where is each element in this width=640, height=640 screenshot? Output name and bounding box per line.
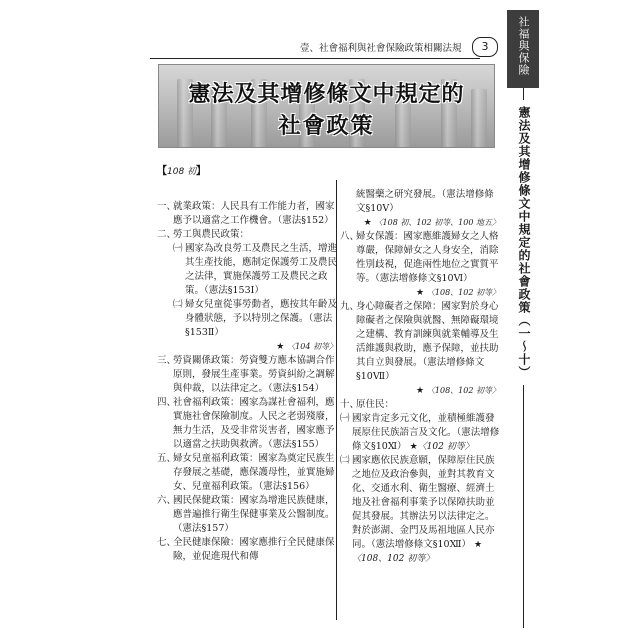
item-text: 婦女保護：國家應維護婦女之人格尊嚴，保障婦女之人身安全，消除性別歧視，促進兩性地位之實質平等。（憲法增修條文§10Ⅵ） xyxy=(356,231,499,284)
banner-title-line2: 社會政策 xyxy=(278,113,375,139)
item-text: 就業政策：人民具有工作能力者，國家應予以適當之工作機會。（憲法§152） xyxy=(173,201,335,226)
exam-reference xyxy=(340,286,500,300)
item-number: 九、 xyxy=(340,301,360,312)
sub-item-text: 婦女兒童從事勞動者，應按其年齡及身體狀態，予以特別之保護。（憲法§153Ⅱ） xyxy=(185,299,338,338)
side-section-label: 憲法及其增修條文中規定的社會政策（一～十） xyxy=(510,100,538,385)
list-item xyxy=(157,354,337,396)
sub-item xyxy=(173,298,337,340)
item-text: 勞資關係政策：勞資雙方應本協調合作原則，發展生產事業。勞資糾紛之調解與仲裁，以法律定之。（憲法§154） xyxy=(173,355,335,394)
section-tab xyxy=(507,10,539,88)
item-text: 身心障礙者之保障：國家對於身心障礙者之保險與就醫、無障礙環境之建構、教育訓練與就業輔導及生活維護與救助，應予保障，並扶助其自立與發展。（憲法增修條文§10Ⅶ） xyxy=(356,301,499,382)
inline-reference xyxy=(410,442,474,452)
list-item xyxy=(340,300,500,384)
sub-item-text: 國家為改良勞工及農民之生活，增進其生產技能，應制定保護勞工及農民之法律，實施保護勞工及農民之政策。（憲法§153Ⅰ） xyxy=(185,243,338,296)
sub-item-text: 國家肯定多元文化，並積極維護發展原住民族語言及文化。（憲法增修條文§10Ⅺ） xyxy=(352,413,500,452)
list-item xyxy=(157,452,337,494)
sub-item xyxy=(173,242,337,298)
reference-text: 〈104 初等〉 xyxy=(287,342,337,351)
sub-item-number: ㈡ xyxy=(173,299,183,310)
exam-reference xyxy=(157,340,337,354)
item-text: 原住民： xyxy=(356,399,395,410)
list-item xyxy=(340,230,500,286)
item-number: 八、 xyxy=(340,231,360,242)
reference-text: 〈108 初、102 初等、100 地五〉 xyxy=(374,218,500,227)
list-item-continued xyxy=(340,188,500,216)
sub-item-number: ㈠ xyxy=(173,243,183,254)
list-item-sub-group xyxy=(157,242,337,340)
item-text: 勞工與農民政策： xyxy=(173,229,250,240)
item-text: 婦女兒童福利政策：國家為奠定民族生存發展之基礎，應保護母性，並實施婦女、兒童福利政策。（憲法§156） xyxy=(173,453,335,492)
list-item xyxy=(157,396,337,452)
item-text: 國民保健政策：國家為增進民族健康，應普遍推行衛生保健事業及公醫制度。（憲法§157） xyxy=(173,495,335,534)
left-column xyxy=(157,200,337,564)
reference-text: 〈108、102 初等〉 xyxy=(426,386,500,395)
exam-reference xyxy=(340,384,500,398)
star-icon: ★ xyxy=(363,218,372,228)
exam-reference xyxy=(340,216,500,230)
item-text: 社會福利政策：國家為謀社會福利，應實施社會保險制度。人民之老弱殘廢，無力生活，及受非常災害者，國家應予以適當之扶助與救濟。（憲法§155） xyxy=(173,397,335,450)
header-rule xyxy=(150,58,480,59)
star-icon: ★ xyxy=(409,442,418,452)
list-item xyxy=(157,228,337,242)
sub-item-number: ㈡ xyxy=(340,455,350,466)
right-column xyxy=(340,188,500,566)
item-text: 全民健康保險：國家應推行全民健康保險，並促進現代和傳 xyxy=(173,537,335,562)
item-number: 二、 xyxy=(157,229,177,240)
chapter-title: 壹、社會福利與社會保險政策相關法規 xyxy=(300,43,462,54)
banner-title-line1: 憲法及其增修條文中規定的 xyxy=(188,81,465,107)
list-item xyxy=(157,536,337,564)
list-item xyxy=(340,398,500,412)
item-number: 四、 xyxy=(157,397,177,408)
item-text: 統醫藥之研究發展。（憲法增修條文§10Ⅴ） xyxy=(356,189,494,214)
list-item xyxy=(157,494,337,536)
star-icon: ★ xyxy=(474,540,483,550)
star-icon: ★ xyxy=(415,386,425,396)
reference-text: 〈108、102 初等〉 xyxy=(426,288,500,297)
tag-year: 108 初 xyxy=(167,167,197,177)
tag-close: 】 xyxy=(196,166,207,177)
title-banner xyxy=(158,64,495,148)
section-tab-label: 社福與保險 xyxy=(517,16,530,76)
sub-item-number: ㈠ xyxy=(340,413,350,424)
sub-item-text: 國家應依民族意願，保障原住民族之地位及政治參與，並對其教育文化、交通水利、衛生醫療、經濟土地及社會福利事業予以保障扶助並促其發展。其辦法另以法律定之。對於澎湖、金門及馬祖地區人民亦同。（憲法增修條文§10Ⅻ） xyxy=(352,455,495,550)
star-icon: ★ xyxy=(415,288,425,298)
sub-item xyxy=(340,454,500,566)
item-number: 七、 xyxy=(157,537,177,548)
item-number: 十、 xyxy=(340,399,360,410)
item-number: 三、 xyxy=(157,355,177,366)
star-icon: ★ xyxy=(276,342,285,352)
exam-tag xyxy=(157,162,206,177)
tag-open: 【 xyxy=(157,166,167,177)
list-item xyxy=(157,200,337,228)
reference-text: 〈108、102 初等〉 xyxy=(352,554,435,564)
item-number: 六、 xyxy=(157,495,177,506)
reference-text: 〈102 初等〉 xyxy=(417,442,474,452)
page-number: 3 xyxy=(472,37,498,57)
sub-item xyxy=(340,412,500,454)
item-number: 一、 xyxy=(157,201,177,212)
item-number: 五、 xyxy=(157,453,177,464)
